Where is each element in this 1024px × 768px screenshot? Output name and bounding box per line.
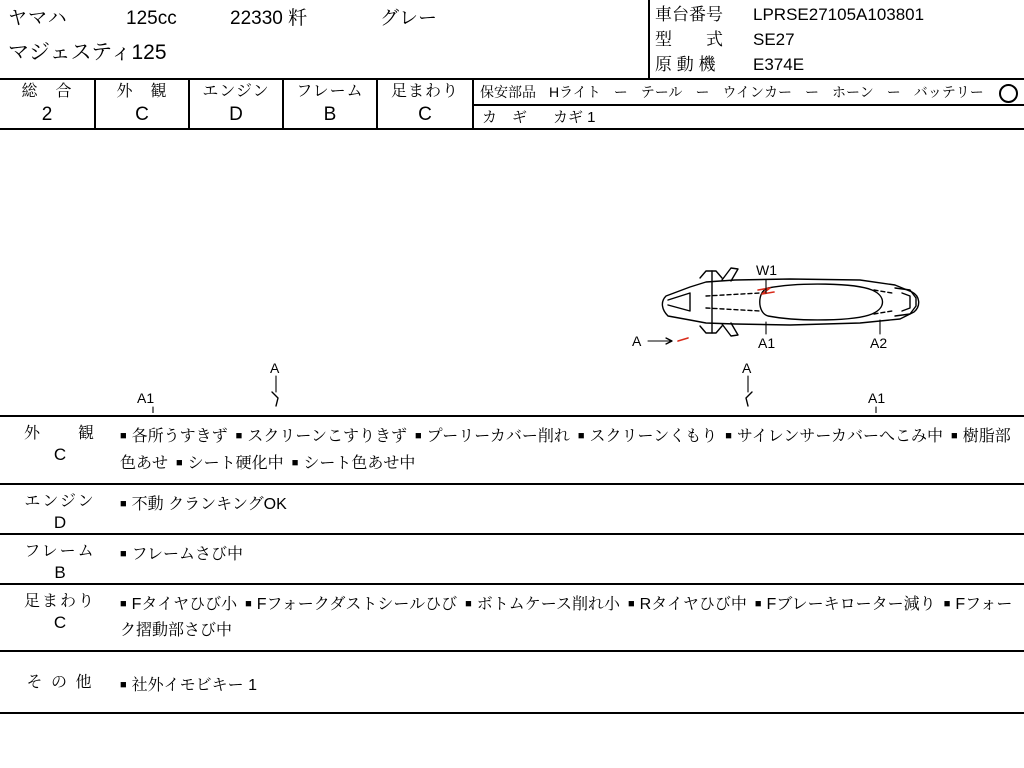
condition-item: スクリーンこすりきず: [247, 428, 408, 445]
bullet-icon: ■: [245, 598, 252, 610]
keys-label: カ ギ: [482, 109, 528, 126]
condition-item: スクリーンくもり: [589, 428, 718, 445]
condition-item: フレームさび中: [131, 546, 244, 563]
grade-cell-engine: [190, 80, 282, 128]
grade-cell-overall: [0, 80, 94, 128]
bullet-icon: ■: [120, 548, 127, 560]
model-name: マジェスティ125: [8, 41, 167, 64]
condition-item: 各所うすきず: [131, 428, 228, 445]
label-top-w1: W1: [756, 262, 777, 278]
grade-cell-exterior: [96, 80, 188, 128]
condition-table: [0, 417, 1024, 768]
bullet-icon: ■: [176, 457, 183, 469]
condition-label-text: エンジン: [24, 493, 96, 510]
top-view-damage-marks: [678, 288, 774, 341]
condition-label-text: そ の 他: [26, 674, 94, 691]
condition-label-suspension: [0, 585, 120, 650]
bullet-icon: ■: [120, 679, 127, 691]
type-label: 型 式: [655, 30, 723, 49]
condition-label-other: [0, 666, 120, 712]
condition-label-text: フレーム: [24, 543, 96, 560]
condition-grade-text: C: [53, 445, 67, 464]
sheet-header: [0, 0, 1024, 80]
grade-label-engine: エンジン: [202, 83, 270, 100]
label-right-a1: A1: [868, 390, 886, 406]
body-color: グレー: [380, 8, 438, 29]
label-top-a1: A1: [758, 335, 776, 351]
bullet-icon: ■: [235, 430, 243, 442]
bullet-icon: ■: [627, 598, 635, 610]
condition-item: 不動 クランキングOK: [131, 496, 287, 513]
equipment-item-tail: テール: [640, 84, 683, 100]
condition-item: 樹脂部色あせ: [120, 428, 1011, 472]
keys-row: [474, 104, 1024, 128]
damage-diagram: [0, 130, 1024, 417]
bullet-icon: ■: [725, 430, 732, 442]
equipment-item-winker: ウインカー: [722, 84, 793, 100]
condition-item: シート色あせ中: [303, 455, 416, 472]
label-left-a1-top: A1: [137, 390, 155, 406]
blank-row: [0, 714, 1024, 768]
condition-item: Fフォーク摺動部さび中: [120, 596, 1013, 639]
condition-items-engine: [120, 485, 1024, 533]
equipment-title: 保安部品: [480, 84, 536, 100]
condition-label-exterior: [0, 417, 120, 483]
equipment-sep-3: ー: [805, 84, 820, 100]
condition-row-exterior: [0, 417, 1024, 485]
condition-items-suspension: [120, 585, 1024, 650]
condition-item: 社外イモビキー 1: [131, 677, 258, 694]
condition-label-frame: [0, 535, 120, 583]
right-side-view-drawing: [645, 392, 930, 413]
grade-value-exterior: C: [135, 104, 149, 125]
bullet-icon: ■: [291, 457, 299, 469]
keys-value: カギ 1: [553, 109, 596, 126]
bullet-icon: ■: [951, 430, 958, 442]
bullet-icon: ■: [120, 498, 127, 510]
condition-items-other: [120, 666, 1024, 712]
condition-grade-text: D: [53, 513, 67, 532]
bullet-icon: ■: [120, 430, 127, 442]
header-divider: [648, 0, 650, 78]
header-left-block: [8, 0, 648, 66]
condition-items-exterior: [120, 417, 1024, 483]
grade-label-suspension: 足まわり: [390, 83, 459, 100]
equipment-item-battery: バッテリー: [913, 84, 984, 100]
condition-row-other: [0, 652, 1024, 714]
condition-label-engine: [0, 485, 120, 533]
bullet-icon: ■: [120, 598, 127, 610]
grade-value-overall: 2: [41, 104, 53, 125]
bullet-icon: ■: [754, 598, 762, 610]
equipment-sep-1: ー: [613, 84, 628, 100]
label-top-a: A: [632, 333, 642, 349]
condition-row-engine: [0, 485, 1024, 535]
grade-value-engine: D: [229, 104, 243, 125]
maker-name: ヤマハ: [8, 8, 68, 29]
condition-item: シート硬化中: [187, 455, 284, 472]
condition-item: プーリーカバー削れ: [426, 428, 570, 445]
condition-item: ボトムケース削れ小: [476, 596, 620, 613]
header-right-block: [655, 0, 1020, 75]
condition-item: Fブレーキローター減り: [766, 596, 936, 613]
bullet-icon: ■: [943, 598, 951, 610]
equipment-sep-2: ー: [695, 84, 710, 100]
label-left-a: A: [270, 360, 280, 376]
engine-label: 原 動 機: [655, 55, 716, 74]
circle-mark-icon: [999, 84, 1018, 103]
odometer: 22330 粁: [230, 8, 308, 29]
grade-bar: [0, 80, 1024, 130]
grade-label-frame: フレーム: [296, 83, 364, 100]
label-right-a: A: [742, 360, 752, 376]
condition-label-text: 足まわり: [23, 593, 96, 610]
frame-number-value: LPRSE27105A103801: [753, 5, 925, 24]
grade-cell-frame: [284, 80, 376, 128]
grade-label-overall: 総 合: [21, 83, 73, 100]
bullet-icon: ■: [577, 430, 585, 442]
condition-item: Rタイヤひび中: [639, 596, 747, 613]
equipment-sep-4: ー: [886, 84, 901, 100]
equipment-block: [474, 80, 1024, 128]
condition-label-text: 外 観: [23, 425, 96, 442]
equipment-item-headlight: Hライト: [549, 84, 601, 100]
condition-row-suspension: [0, 585, 1024, 652]
frame-number-label: 車台番号: [655, 5, 723, 24]
diagram-svg: [0, 130, 1024, 413]
engine-value: E374E: [753, 55, 805, 74]
type-value: SE27: [753, 30, 795, 49]
grade-cell-suspension: [378, 80, 472, 128]
condition-grade-text: C: [53, 613, 67, 632]
equipment-item-horn: ホーン: [832, 84, 874, 100]
grade-value-suspension: C: [418, 104, 432, 125]
bullet-icon: ■: [465, 598, 472, 610]
equipment-row: [474, 80, 1024, 104]
condition-row-frame: [0, 535, 1024, 585]
label-top-a2: A2: [870, 335, 888, 351]
condition-item: サイレンサーカバーへこみ中: [736, 428, 944, 445]
displacement: 125cc: [126, 8, 177, 29]
condition-item: Fタイヤひび小: [131, 596, 238, 613]
condition-item: Fフォークダストシールひび: [256, 596, 458, 613]
condition-items-frame: [120, 535, 1024, 583]
condition-grade-text: B: [54, 563, 66, 582]
grade-value-frame: B: [323, 104, 337, 125]
bullet-icon: ■: [415, 430, 422, 442]
grade-label-exterior: 外 観: [116, 83, 168, 100]
